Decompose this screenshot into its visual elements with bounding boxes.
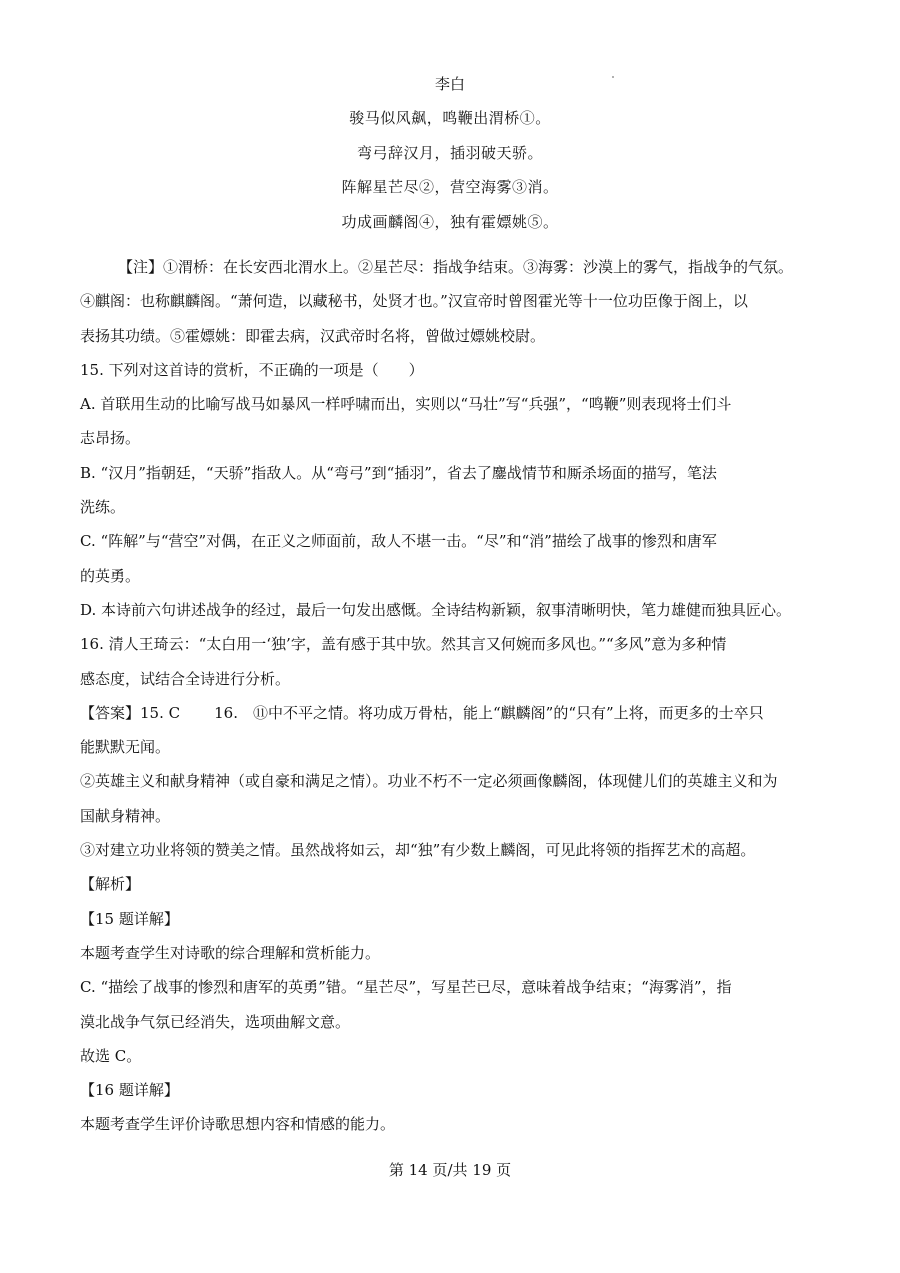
poem-line: 骏马似风飙，鸣鞭出渭桥①。 xyxy=(349,109,551,127)
question-16-stem-cont: 感态度，试结合全诗进行分析。 xyxy=(80,669,291,688)
analysis-15-text: 本题考查学生对诗歌的综合理解和赏析能力。 xyxy=(80,943,381,962)
note-line: 【注】①渭桥：在长安西北渭水上。②星芒尽：指战争结束。③海雾：沙漠上的雾气，指战争的气氛。 xyxy=(118,258,794,276)
page-number: 第 14 页/共 19 页 xyxy=(388,1161,512,1179)
answer-line xyxy=(80,696,820,730)
option-d: D. 本诗前六句讲述战争的经过，最后一句发出感慨。全诗结构新颖，叙事清晰明快，笔力雄健而独具匠心。 xyxy=(80,600,792,619)
analysis-15-conclusion: 故选 C。 xyxy=(80,1046,142,1065)
poem-author: 李白 xyxy=(434,75,465,93)
poem-line: 阵解星芒尽②，营空海雾③消。 xyxy=(341,178,559,196)
analysis-16-heading: 【16 题详解】 xyxy=(80,1081,179,1100)
answer-q16-number: 16. xyxy=(214,703,238,722)
analysis-15-text: 漠北战争气氛已经消失，选项曲解文意。 xyxy=(80,1012,351,1031)
answer-16-point-1: ⑪中不平之情。将功成万骨枯，能上“麒麟阁”的“只有”上将，而更多的士卒只 xyxy=(252,703,764,722)
note-line: ④麒阁：也称麒麟阁。“萧何造，以藏秘书，处贤才也。”汉宣帝时曾图霍光等十一位功臣像于阁上，以 xyxy=(80,292,748,311)
option-a-cont: 志昂扬。 xyxy=(80,429,141,448)
analysis-15-text: C. “描绘了战事的惨烈和唐军的英勇”错。“星芒尽”，写星芒已尽，意味着战争结束；“海雾消”，指 xyxy=(80,978,732,997)
answer-16-point-1-cont: 能默默无闻。 xyxy=(80,738,171,757)
option-a: A. 首联用生动的比喻写战马如暴风一样呼啸而出，实则以“马壮”写“兵强”，“鸣鞭”则表现将士们斗 xyxy=(80,395,732,414)
poem-line: 弯弓辞汉月，插羽破天骄。 xyxy=(356,143,543,162)
option-c-cont: 的英勇。 xyxy=(80,566,141,585)
option-c: C. “阵解”与“营空”对偶，在正义之师面前，敌人不堪一击。“尽”和“消”描绘了战事的惨烈和唐军 xyxy=(80,532,717,551)
question-15-stem: 15. 下列对这首诗的赏析，不正确的一项是（ ） xyxy=(80,360,424,379)
poem xyxy=(0,74,900,246)
analysis-label: 【解析】 xyxy=(80,875,141,894)
note-line: 表扬其功绩。⑤霍嫖姚：即霍去病，汉武帝时名将，曾做过嫖姚校尉。 xyxy=(80,326,546,345)
option-b-cont: 洗练。 xyxy=(80,498,126,517)
question-16-stem: 16. 清人王琦云：“太白用一‘独’字，盖有感于其中欤。然其言又何婉而多风也。”“多风”意为多种情 xyxy=(80,635,727,654)
analysis-16-text: 本题考查学生评价诗歌思想内容和情感的能力。 xyxy=(80,1115,396,1134)
answer-16-point-2-cont: 国献身精神。 xyxy=(80,806,171,825)
answer-16-point-3: ③对建立功业将领的赞美之情。虽然战将如云，却“独”有少数上麟阁，可见此将领的指挥艺术的高超。 xyxy=(80,841,756,860)
answer-label: 【答案】15. C xyxy=(80,703,181,722)
answer-16-point-2: ②英雄主义和献身精神（或自豪和满足之情）。功业不朽不一定必须画像麟阁，体现健儿们的英雄主义和为 xyxy=(80,772,778,791)
analysis-15-heading: 【15 题详解】 xyxy=(80,909,179,928)
option-b: B. “汉月”指朝廷，“天骄”指敌人。从“弯弓”到“插羽”，省去了鏖战情节和厮杀场面的描写，笔法 xyxy=(80,463,717,482)
poem-line: 功成画麟阁④，独有霍嫖姚⑤。 xyxy=(341,212,559,231)
body-text xyxy=(80,250,820,1142)
